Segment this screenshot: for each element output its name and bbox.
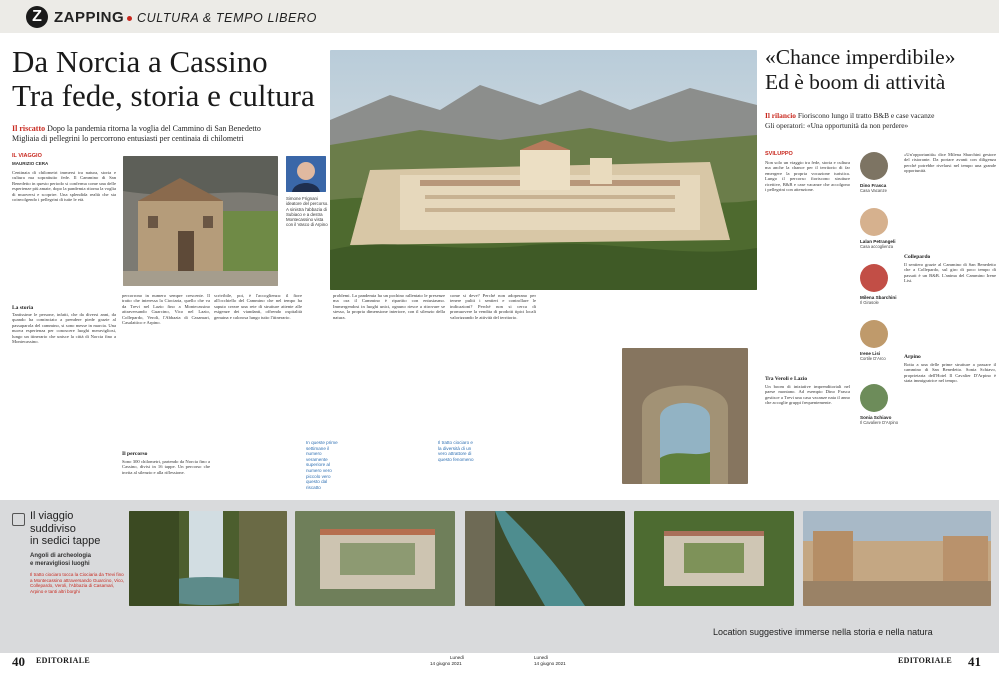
left-page-number: 40 (12, 654, 25, 669)
section-subtitle: CULTURA & TEMPO LIBERO (137, 11, 317, 25)
gallery-subtitle (30, 553, 91, 568)
person-card (860, 152, 888, 193)
gallery-subtitle-line-1: Angoli di archeologia (30, 553, 92, 559)
right-body-col-3b: Il sentiero grazie al Cammino di San Benedetto che a Collepardo, sul giro di poco tempo di passati è un B&B. L'anima del Cammino Irene Lisi. (904, 262, 996, 284)
right-brand: EDITORIALE (898, 656, 952, 665)
subiaco-abbey-photo (123, 156, 278, 286)
person-photo (860, 264, 888, 292)
gallery-title-line-2: suddiviso (30, 522, 76, 535)
person-name: Sonia Schiavo (860, 415, 892, 420)
gallery-photo-piazza (803, 511, 991, 606)
right-headline-line-1: «Chance imperdibile» (765, 45, 956, 69)
left-kicker: Il riscatto (12, 124, 46, 133)
right-body-col-3: «Un'opportunità» dice Milena Sbarchini gestore del ristorante. Da portare avanti con diligenza perché potrebbe rivelarsi nel tempo una grande opportunità. (904, 152, 996, 174)
person-card (860, 320, 888, 361)
left-caption-1: In queste prime settimane il numero veramente superiore al numero vero piccolo vero questo dal riscatto (306, 440, 338, 490)
right-date-day: Lunedì (534, 655, 549, 660)
person-photo (860, 208, 888, 236)
person-photo (860, 152, 888, 180)
left-headline-line-2: Tra fede, storia e cultura (12, 78, 315, 113)
right-subhead-2: Collepardo (904, 254, 931, 260)
right-body-col-1b: Un boom di iniziative imprenditoriali nel paese montano. Ad esempio Dino Frasca gestisce a Trevi una casa vacanze nata il anno che accoglie gruppi frequentemente. (765, 384, 850, 406)
person-name: Irene Lisi (860, 351, 881, 356)
right-subhead-1: Tra Veroli e Lazio (765, 376, 808, 382)
subhead-storia: La storia (12, 305, 34, 311)
section-title: ZAPPING (54, 9, 125, 26)
footer-right (520, 654, 990, 672)
gallery-photo-abbey-aerial (295, 511, 455, 606)
right-deck-line-2: Gli operatori: «Una opportunità da non perdere» (765, 120, 909, 130)
person-role: Casa Vacanze (860, 188, 887, 193)
left-body-col-5: come si deve? Perché non adoperano per tenere puliti i sentieri e controllare le indicazioni? Perché non si cerca di promuovere la vendita di prodotti tipici locali valorizzando le attività del territorio. (450, 293, 536, 320)
person-card (860, 384, 898, 425)
logo-letter: Z (32, 8, 42, 25)
right-headline (765, 45, 995, 95)
left-date: 14 giugno 2021 (430, 661, 462, 666)
gallery-subtitle-line-2: e meravigliosi luoghi (30, 560, 90, 567)
person-name: Lalan Petrangeli (860, 239, 896, 244)
left-headline (12, 45, 332, 113)
person-name: Dino Frasca (860, 183, 887, 188)
montecassino-hero-photo (330, 50, 757, 290)
left-body-col-4: problemi. La pandemia ha un pochino rallentato le presenze ma ora il Cammino è ripartito con entusiasmo. Immergendosi in luoghi unici, ognuno riesce a ritrovare se stesso, la propria dimensione interiore, con il silenzio della natura. (333, 293, 445, 320)
person-photo (860, 384, 888, 412)
left-byline: MAURIZIO CERA (12, 161, 49, 166)
right-section-label: SVILUPPO (765, 151, 793, 157)
left-body-col-2: percorrono in numero sempre crescente. Il tratto che interessa la Ciociaria, quello che va da Trevi nel Lazio fino a Montecassino attraversando Guarcino, Vico nel Lazio, Collepardo, Veroli, l'Abbazia di Casamari, Casalattico e Arpino. (122, 293, 210, 326)
person-card (860, 208, 896, 249)
subhead-percorso: Il percorso (122, 451, 148, 457)
person-role: Casa accoglienza (860, 244, 894, 249)
gallery-title (30, 510, 100, 548)
rock-arch-photo (622, 348, 748, 484)
right-body-col-3c: Rotta a una delle prime strutture a passare il cammino di San Benedetto. Sonia Schiavo, proprietaria dell'Hotel Il Cavalier D'Arpino è stata immigratrice nel tempo. (904, 362, 996, 384)
right-kicker: Il rilancio (765, 111, 796, 120)
gallery-photo-waterfall (129, 511, 287, 606)
person-role: Il Cavaliere D'Arpino (860, 420, 899, 425)
right-deck (765, 111, 997, 130)
montecassino-illustration (330, 50, 757, 290)
person-photo (860, 320, 888, 348)
left-body-col-1b: Tantissime le persone, infatti, che da diversi anni, da quando ha cominciato a prendere piede grazie al passaparola del cammino, si sono messe in marcia. Una nuova esperienza per conoscere luoghi meravigliosi, lungo un itinerario che unisce la città di Norcia fino a Montecassino. (12, 312, 116, 345)
right-deck-line-1: Fioriscono lungo il tratto B&B e case vacanze (797, 111, 935, 120)
frignani-portrait (286, 156, 326, 192)
person-role: Il Girasole (860, 300, 879, 305)
right-headline-line-2: Ed è boom di attività (765, 70, 946, 94)
right-subhead-3: Arpino (904, 354, 921, 360)
left-brand: EDITORIALE (36, 656, 90, 665)
left-section-label: IL VIAGGIO (12, 153, 42, 159)
gallery-banner: Location suggestive immerse nella storia e nella natura (713, 627, 933, 637)
left-body-col-1: Centinaia di chilometri immersi tra natura, storia e cultura ma soprattutto fede. Il Cammino di San Benedetto in questo periodo si conferma come una delle esperienze più amate, dopo la pandemia ritorna la voglia di muoversi e scoprire. Una splendida realtà che sta coinvolgendo i pellegrini di tutte le età. (12, 170, 116, 203)
right-page-number: 41 (968, 654, 981, 669)
left-body-col-3: scrivibile, poi, è l'accoglienza: il fiore all'occhiello del Cammino che nel tempo ha saputo creare una rete di strutture attente alle esigenze dei viandanti, offrendo ospitalità genuina e calorosa lungo tutto l'itinerario. (214, 293, 302, 320)
person-name: Milena Sbarchini (860, 295, 897, 300)
gallery-note: Il tratto ciociaro tocca la Ciociaria da Trevi fino a Montecassino attraversando Guarcino, Vico, Collepardo, Veroli, l'Abbazia di Casamari, Arpino e tanti altri borghi (30, 572, 125, 594)
left-deck-line-2: Migliaia di pellegrini lo percorrono entusiasti per centinaia di chilometri (12, 134, 244, 143)
left-date-day: Lunedì (450, 655, 465, 660)
person-card (860, 264, 897, 305)
z-logo-icon (26, 6, 48, 28)
portrait-caption: Simone Frignani ideatore del percorso. A sinistra l'abbazia di Subiaco e a destra Montecassino vista con il Vasco di Arpino (286, 196, 329, 228)
gallery-photo-gorge (465, 511, 625, 606)
left-body-col-2b: Sono 300 chilometri, partendo da Norcia fino a Cassino, divisi in 16 tappe. Un percorso che invita al silenzio e alla riflessione. (122, 459, 210, 475)
person-role: Cortile D'Arco (860, 356, 886, 361)
people-column (856, 152, 902, 482)
footer-left (12, 654, 482, 672)
left-deck-line-1: Dopo la pandemia ritorna la voglia del Cammino di San Benedetto (47, 124, 261, 133)
gallery-icon (12, 513, 25, 526)
right-date: 14 giugno 2021 (534, 661, 566, 666)
right-body-col-1: Non solo un viaggio tra fede, storia e cultura ma anche la chance per il territorio di far emergere la propria vocazione turistica. Lungo il percorso fioriscono strutture ricettive, B&B e case vacanze che accolgono i pellegrini con attenzione. (765, 160, 850, 193)
gallery-title-line-3: in sedici tappe (30, 535, 101, 547)
gallery-photo-abbey-complex (634, 511, 794, 606)
gallery-title-line-1: Il viaggio (30, 510, 74, 522)
left-caption-2: Il tratto ciociaro e la diversità di un vero attrattore di questo fenomeno (438, 440, 474, 462)
section-bullet (127, 16, 132, 21)
left-headline-line-1: Da Norcia a Cassino (12, 44, 268, 79)
